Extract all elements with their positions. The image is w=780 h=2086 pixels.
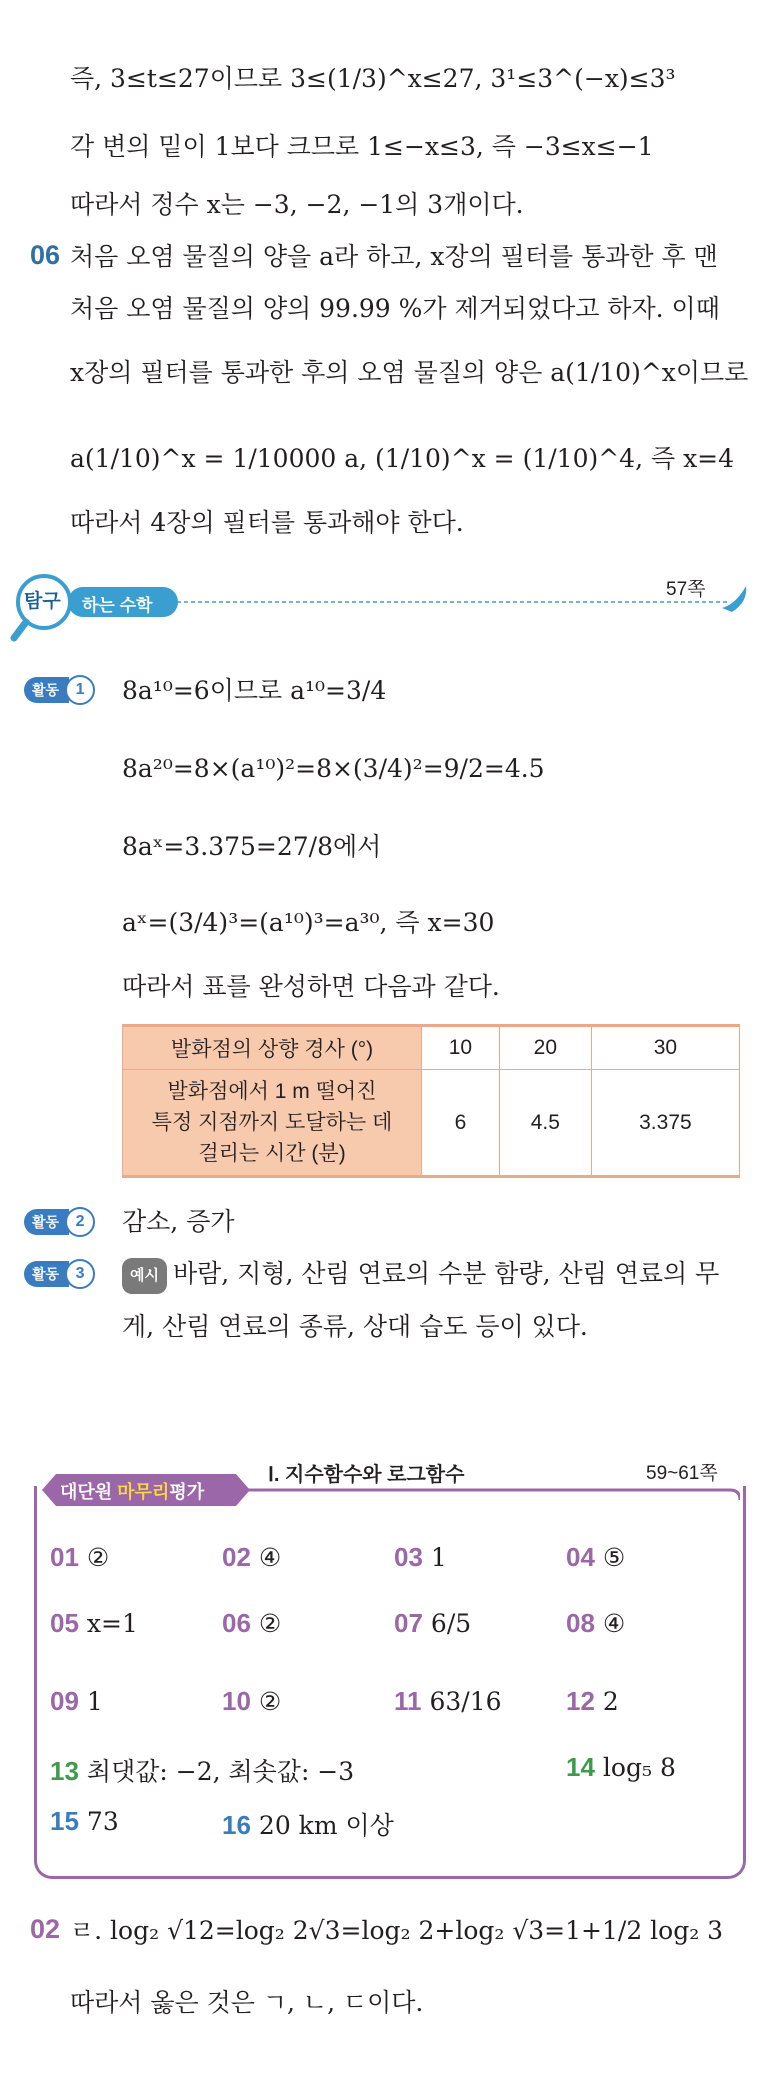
activity-number: 2 [65,1207,95,1237]
answer-item: 11 63/16 [394,1686,502,1716]
solution-line: 따라서 4장의 필터를 통과해야 한다. [70,508,464,537]
solution-line: 처음 오염 물질의 양을 a라 하고, x장의 필터를 통과한 후 맨 [70,242,718,271]
solution-line: 따라서 정수 x는 −3, −2, −1의 3개이다. [70,190,524,219]
activity-line: 8aˣ=3.375=27/8에서 [122,832,382,861]
table-cell: 20 [499,1026,591,1070]
review-tag-part: 대단원 [60,1482,118,1502]
solution-line: 처음 오염 물질의 양의 99.99 %가 제거되었다고 하자. 이때 [70,294,720,323]
activity-line: 8a²⁰=8×(a¹⁰)²=8×(3/4)²=9/2=4.5 [122,754,545,783]
answer-item: 16 20 km 이상 [222,1810,394,1840]
chapter-title: Ⅰ. 지수함수와 로그함수 [262,1458,470,1487]
answer-item: 10 ② [222,1686,282,1716]
header-line: 특정 지점까지 도달하는 데 [151,1111,393,1134]
table-row-header [123,1070,422,1177]
problem-number: 02 [30,1914,61,1944]
page-ref: 59~61쪽 [640,1458,724,1485]
activity-text: 바람, 지형, 산림 연료의 수분 함량, 산림 연료의 무 [172,1259,720,1288]
answer-item: 13 최댓값: −2, 최솟값: −3 [50,1756,355,1786]
activity-line: 8a¹⁰=6이므로 a¹⁰=3/4 [122,676,387,705]
answer-item: 05 x=1 [50,1608,138,1638]
solution-line: 따라서 옳은 것은 ㄱ, ㄴ, ㄷ이다. [70,1988,424,2017]
activity-label: 활동 [24,677,69,703]
answer-item: 14 log₅ 8 [566,1752,676,1782]
problem-number: 06 [30,240,61,270]
activity-line: 게, 산림 연료의 종류, 상대 습도 등이 있다. [122,1312,588,1341]
answer-item: 04 ⑤ [566,1542,626,1572]
table-cell: 4.5 [499,1070,591,1177]
header-line: 발화점에서 1 m 떨어진 [167,1080,377,1103]
table-cell: 3.375 [591,1070,739,1177]
answer-item: 12 2 [566,1686,619,1716]
activity-line: 따라서 표를 완성하면 다음과 같다. [122,972,500,1001]
answer-item: 01 ② [50,1542,110,1572]
review-header [30,1463,740,1510]
review-tag [60,1478,204,1504]
answer-item: 02 ④ [222,1542,282,1572]
explore-tag-sub: 하는 수학 [82,596,153,615]
activity-line: 감소, 증가 [122,1207,235,1236]
table-cell: 10 [422,1026,500,1070]
activity-number: 3 [65,1259,95,1289]
activity-label: 활동 [24,1209,69,1235]
review-tag-part: 평가 [169,1482,205,1502]
table-row [123,1026,740,1070]
explore-tag-main: 탐구 [24,591,61,612]
activity-line [122,1257,719,1294]
result-table [122,1024,740,1178]
activity-label: 활동 [24,1261,69,1287]
header-line: 걸리는 시간 (분) [198,1142,346,1165]
answer-item: 07 6/5 [394,1608,472,1638]
answer-item: 03 1 [394,1542,447,1572]
table-row [123,1070,740,1177]
answer-item: 15 73 [50,1806,119,1836]
page-ref: 57쪽 [666,579,706,600]
solution-line: 즉, 3≤t≤27이므로 3≤(1/3)^x≤27, 3¹≤3^(−x)≤3³ [70,64,676,93]
activity-badge-2 [24,1208,95,1236]
explore-header [10,572,750,642]
answer-item: 08 ④ [566,1608,626,1638]
table-cell: 30 [591,1026,739,1070]
table-row-header: 발화점의 상향 경사 (°) [123,1026,422,1070]
example-tag: 예시 [122,1258,167,1294]
solution-line: 각 변의 밑이 1보다 크므로 1≤−x≤3, 즉 −3≤x≤−1 [70,132,654,161]
review-tag-highlight: 마무리 [117,1482,170,1502]
activity-badge-3 [24,1260,95,1288]
solution-line: x장의 필터를 통과한 후의 오염 물질의 양은 a(1/10)^x이므로 [70,358,749,387]
table-cell: 6 [422,1070,500,1177]
solution-line: a(1/10)^x = 1/10000 a, (1/10)^x = (1/10)^4, 즉 x=4 [70,444,735,473]
solution-line: ㄹ. log₂ √12=log₂ 2√3=log₂ 2+log₂ √3=1+1/2 log₂ 3 [70,1916,724,1945]
activity-number: 1 [65,675,95,705]
activity-badge-1 [24,676,95,704]
answer-item: 09 1 [50,1686,103,1716]
activity-line: aˣ=(3/4)³=(a¹⁰)³=a³⁰, 즉 x=30 [122,908,495,937]
answer-item: 06 ② [222,1608,282,1638]
